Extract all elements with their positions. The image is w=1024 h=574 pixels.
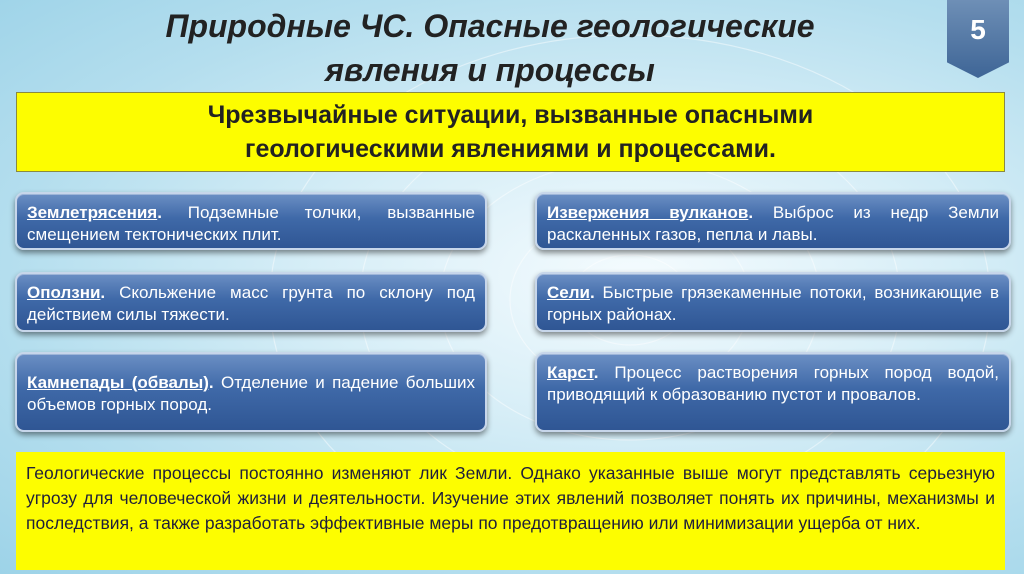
card-description: Отделение и падение больших объемов горных пород. <box>27 373 476 414</box>
card-mudflows: Сели. Быстрые грязекаменные потоки, возникающие в горных районах. <box>535 272 1011 332</box>
card-description: Подземные толчки, вызванные смещением тектонических плит. <box>27 203 475 244</box>
slide-number: 5 <box>970 14 986 45</box>
summary-text: Геологические процессы постоянно изменяют лик Земли. Однако указанные выше могут представлять серьезную угрозу для человеческой жизни и деятельности. Изучение этих явлений позволяет понять их причины, механизмы и последствия, а также разработать эффективные меры по предотвращению или минимизации ущерба от них. <box>26 463 995 533</box>
card-term: Оползни <box>27 283 101 302</box>
card-landslides: Оползни. Скольжение масс грунта по склону под действием силы тяжести. <box>15 272 487 332</box>
card-description: Скольжение масс грунта по склону под действием силы тяжести. <box>27 283 475 324</box>
card-term: Сели <box>547 283 590 302</box>
card-description: Выброс из недр Земли раскаленных газов, пепла и лавы. <box>547 203 999 244</box>
slide-title-line-2: явления и процессы <box>325 52 655 88</box>
card-description: Процесс растворения горных пород водой, приводящий к образованию пустот и провалов. <box>547 363 999 404</box>
card-karst: Карст. Процесс растворения горных пород водой, приводящий к образованию пустот и провалов. <box>535 352 1011 432</box>
subtitle-box <box>16 92 1005 172</box>
slide-title-line-1: Природные ЧС. Опасные геологические <box>165 8 815 44</box>
subtitle-text: Чрезвычайные ситуации, вызванные опасными геологическими явлениями и процессами. <box>207 101 814 163</box>
card-term: Карст <box>547 363 594 382</box>
card-rockfalls: Камнепады (обвалы). Отделение и падение больших объемов горных пород. <box>15 352 487 432</box>
card-term: Камнепады (обвалы) <box>27 373 209 392</box>
card-term: Землетрясения <box>27 203 158 222</box>
slide-title <box>60 4 920 92</box>
summary-box <box>16 452 1005 570</box>
card-earthquakes: Землетрясения. Подземные толчки, вызванные смещением тектонических плит. <box>15 192 487 250</box>
card-description: Быстрые грязекаменные потоки, возникающие в горных районах. <box>547 283 999 324</box>
card-volcanic-eruptions: Извержения вулканов. Выброс из недр Земли раскаленных газов, пепла и лавы. <box>535 192 1011 250</box>
card-term: Извержения вулканов <box>547 203 749 222</box>
